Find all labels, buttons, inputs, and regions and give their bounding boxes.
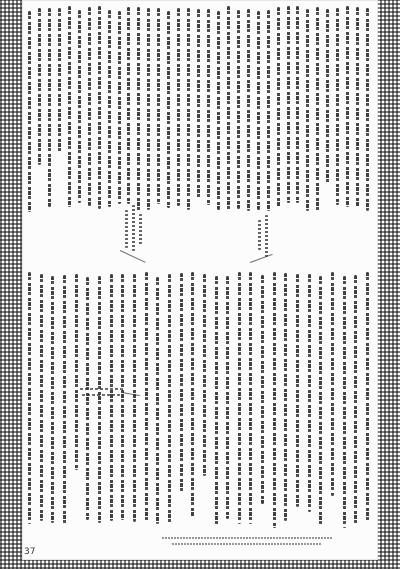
page-number: 37 [24, 547, 36, 557]
handwritten-text-column [88, 7, 91, 206]
handwritten-text-column [78, 10, 81, 203]
handwritten-text-column [38, 8, 41, 165]
side-note [80, 388, 124, 390]
handwritten-text-column [207, 9, 210, 205]
handwritten-text-column [191, 272, 194, 517]
handwritten-text-column [366, 8, 369, 211]
handwritten-text-column [277, 7, 280, 207]
handwritten-text-column [86, 277, 89, 520]
handwritten-text-column [98, 6, 101, 209]
handwritten-text-column [217, 11, 220, 210]
handwritten-text-column [58, 8, 61, 153]
handwritten-text-column [147, 8, 150, 210]
handwritten-text-column [108, 10, 111, 207]
handwritten-text-column [343, 276, 346, 528]
handwritten-text-column [177, 8, 180, 206]
handwritten-text-column [157, 8, 160, 204]
handwritten-text-column [48, 8, 51, 207]
handwritten-text-column [267, 10, 270, 211]
handwritten-text-column [354, 275, 357, 526]
small-note-line [162, 537, 332, 539]
side-note [139, 214, 142, 246]
handwritten-text-column [68, 6, 71, 207]
handwritten-text-column [306, 9, 309, 211]
small-note-line [172, 543, 322, 545]
handwritten-text-column [28, 272, 31, 524]
handwritten-text-column [296, 274, 299, 507]
handwritten-text-column [261, 275, 264, 504]
handwritten-text-column [319, 276, 322, 527]
annotation-arrow [122, 392, 140, 396]
handwritten-text-column [227, 6, 230, 210]
side-note [258, 220, 261, 250]
handwritten-text-column [226, 276, 229, 519]
handwritten-text-column [238, 272, 241, 524]
side-note [82, 394, 120, 396]
handwritten-text-column [168, 274, 171, 523]
handwritten-text-column [197, 9, 200, 199]
handwritten-text-column [63, 275, 66, 525]
handwritten-text-column [137, 7, 140, 211]
handwritten-text-column [331, 272, 334, 496]
handwritten-text-column [316, 7, 319, 211]
handwritten-text-column [28, 11, 31, 212]
handwritten-text-column [247, 9, 250, 211]
handwritten-text-column [75, 274, 78, 470]
handwritten-text-column [133, 274, 136, 522]
handwritten-text-column [127, 7, 130, 204]
handwritten-text-column [346, 6, 349, 207]
handwritten-text-column [145, 272, 148, 522]
side-note [265, 215, 268, 257]
handwritten-text-column [237, 10, 240, 209]
annotation-arrow [120, 250, 146, 263]
handwritten-text-column [215, 276, 218, 526]
handwritten-manuscript-page [22, 0, 378, 560]
handwritten-text-column [257, 11, 260, 210]
handwritten-text-column [156, 277, 159, 524]
handwritten-text-column [273, 272, 276, 528]
handwritten-text-column [118, 11, 121, 204]
handwritten-text-column [308, 274, 311, 512]
side-note [125, 210, 128, 248]
handwritten-text-column [167, 11, 170, 208]
handwritten-text-column [203, 274, 206, 476]
handwritten-text-column [40, 274, 43, 521]
handwritten-text-column [121, 274, 124, 520]
handwritten-text-column [326, 9, 329, 183]
annotation-arrow [250, 254, 273, 263]
handwritten-text-column [249, 272, 252, 524]
handwritten-text-column [98, 276, 101, 523]
handwritten-text-column [287, 6, 290, 203]
handwritten-text-column [284, 273, 287, 521]
side-note [132, 205, 135, 251]
handwritten-text-column [356, 7, 359, 207]
handwritten-text-column [180, 273, 183, 492]
handwritten-text-column [366, 272, 369, 522]
handwritten-text-column [110, 274, 113, 521]
handwritten-text-column [187, 8, 190, 210]
handwritten-text-column [336, 8, 339, 205]
handwritten-text-column [51, 276, 54, 523]
handwritten-text-column [296, 6, 299, 203]
